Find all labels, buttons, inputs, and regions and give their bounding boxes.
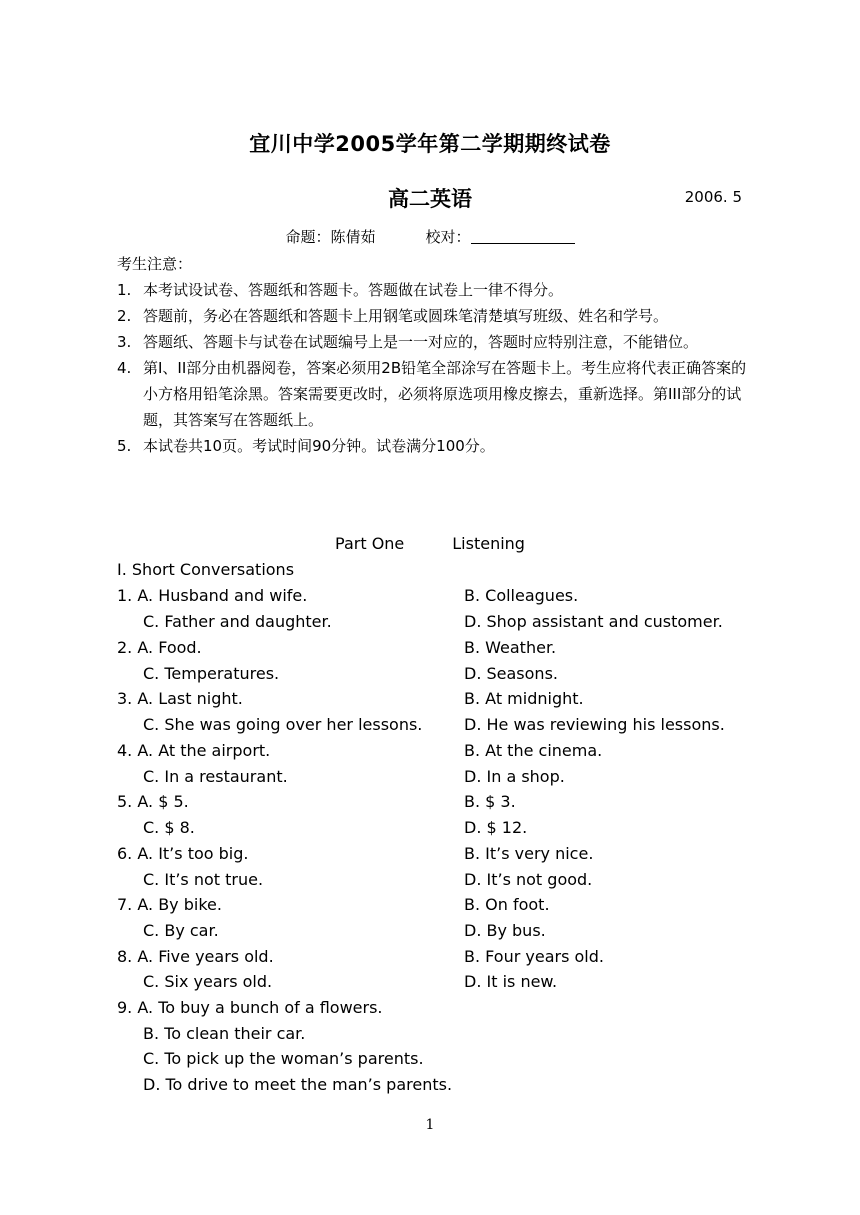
- question-row: [117, 895, 757, 921]
- option-c: C. By car.: [143, 921, 219, 940]
- exam-title: 宜川中学2005学年第二学期期终试卷: [249, 132, 611, 156]
- credits-line: [0, 226, 860, 247]
- option-b: B. It’s very nice.: [464, 844, 594, 863]
- option-b: B. To clean their car.: [143, 1024, 306, 1043]
- option-b: B. At midnight.: [464, 689, 584, 708]
- note-text: 本考试设试卷、答题纸和答题卡。答题做在试卷上一律不得分。: [143, 281, 564, 299]
- question-row: [117, 664, 757, 690]
- question-row: [117, 1049, 757, 1075]
- note-item: [117, 433, 747, 459]
- option-b: B. At the cinema.: [464, 741, 603, 760]
- question-row: [117, 586, 757, 612]
- part-heading: [0, 534, 860, 553]
- question-row: [117, 844, 757, 870]
- question-row: [117, 741, 757, 767]
- question-row: [117, 638, 757, 664]
- option-b: B. On foot.: [464, 895, 550, 914]
- note-text: 本试卷共10页。考试时间90分钟。试卷满分100分。: [143, 437, 495, 455]
- option-a: 8. A. Five years old.: [117, 947, 274, 966]
- question-row: [117, 972, 757, 998]
- question-row: [117, 1075, 757, 1101]
- question-row: [117, 921, 757, 947]
- option-d: D. Shop assistant and customer.: [464, 612, 723, 631]
- option-d: D. He was reviewing his lessons.: [464, 715, 725, 734]
- section-title: I. Short Conversations: [117, 560, 295, 579]
- note-num: 2.: [117, 307, 132, 325]
- option-a: 6. A. It’s too big.: [117, 844, 249, 863]
- option-c: C. In a restaurant.: [143, 767, 288, 786]
- option-c: C. Father and daughter.: [143, 612, 332, 631]
- option-c: C. $ 8.: [143, 818, 195, 837]
- question-row: [117, 818, 757, 844]
- question-row: [117, 870, 757, 896]
- author-label: 命题：陈倩茹: [285, 228, 376, 246]
- note-text: 第I、II部分由机器阅卷，答案必须用2B铅笔全部涂写在答题卡上。考生应将代表正确答案的小方格用铅笔涂黑。答案需要更改时，必须将原选项用橡皮擦去，重新选择。第III部分的试题，其答案写在答题纸上。: [143, 359, 747, 429]
- proof-blank: [471, 229, 575, 244]
- option-b: B. $ 3.: [464, 792, 516, 811]
- candidate-notes: [117, 251, 747, 459]
- option-a: 3. A. Last night.: [117, 689, 243, 708]
- option-a: 9. A. To buy a bunch of a flowers.: [117, 998, 383, 1017]
- proof-label: 校对：: [425, 228, 471, 246]
- question-row: [117, 792, 757, 818]
- option-c: C. Six years old.: [143, 972, 273, 991]
- option-c: C. She was going over her lessons.: [143, 715, 423, 734]
- question-row: [117, 998, 757, 1024]
- question-row: [117, 767, 757, 793]
- option-c: C. It’s not true.: [143, 870, 264, 889]
- note-num: 4.: [117, 359, 132, 377]
- note-text: 答题前，务必在答题纸和答题卡上用钢笔或圆珠笔清楚填写班级、姓名和学号。: [143, 307, 669, 325]
- option-c: C. Temperatures.: [143, 664, 280, 683]
- note-num: 3.: [117, 333, 132, 351]
- option-a: 1. A. Husband and wife.: [117, 586, 308, 605]
- notes-heading: 考生注意：: [117, 255, 193, 273]
- option-d: D. In a shop.: [464, 767, 565, 786]
- option-a: 4. A. At the airport.: [117, 741, 271, 760]
- option-d: D. It is new.: [464, 972, 558, 991]
- option-c: C. To pick up the woman’s parents.: [143, 1049, 424, 1068]
- note-item: [117, 277, 747, 303]
- option-b: B. Colleagues.: [464, 586, 579, 605]
- note-item: [117, 303, 747, 329]
- exam-subtitle: 高二英语: [388, 187, 472, 211]
- option-d: D. It’s not good.: [464, 870, 593, 889]
- option-a: 2. A. Food.: [117, 638, 202, 657]
- option-d: D. $ 12.: [464, 818, 528, 837]
- note-num: 1.: [117, 281, 132, 299]
- question-row: [117, 947, 757, 973]
- option-b: B. Weather.: [464, 638, 557, 657]
- note-item: [117, 329, 747, 355]
- part-name: Part One: [335, 534, 405, 553]
- note-text: 答题纸、答题卡与试卷在试题编号上是一一对应的，答题时应特别注意，不能错位。: [143, 333, 699, 351]
- question-row: [117, 689, 757, 715]
- option-d: D. Seasons.: [464, 664, 558, 683]
- option-b: B. Four years old.: [464, 947, 604, 966]
- part-topic: Listening: [452, 534, 525, 553]
- option-a: 7. A. By bike.: [117, 895, 222, 914]
- question-row: [117, 612, 757, 638]
- note-item: [117, 355, 747, 433]
- exam-date: 2006. 5: [684, 188, 742, 206]
- question-row: [117, 1024, 757, 1050]
- page-number: 1: [425, 1117, 435, 1133]
- option-d: D. By bus.: [464, 921, 546, 940]
- option-a: 5. A. $ 5.: [117, 792, 189, 811]
- option-d: D. To drive to meet the man’s parents.: [143, 1075, 453, 1094]
- question-row: [117, 715, 757, 741]
- note-num: 5.: [117, 437, 132, 455]
